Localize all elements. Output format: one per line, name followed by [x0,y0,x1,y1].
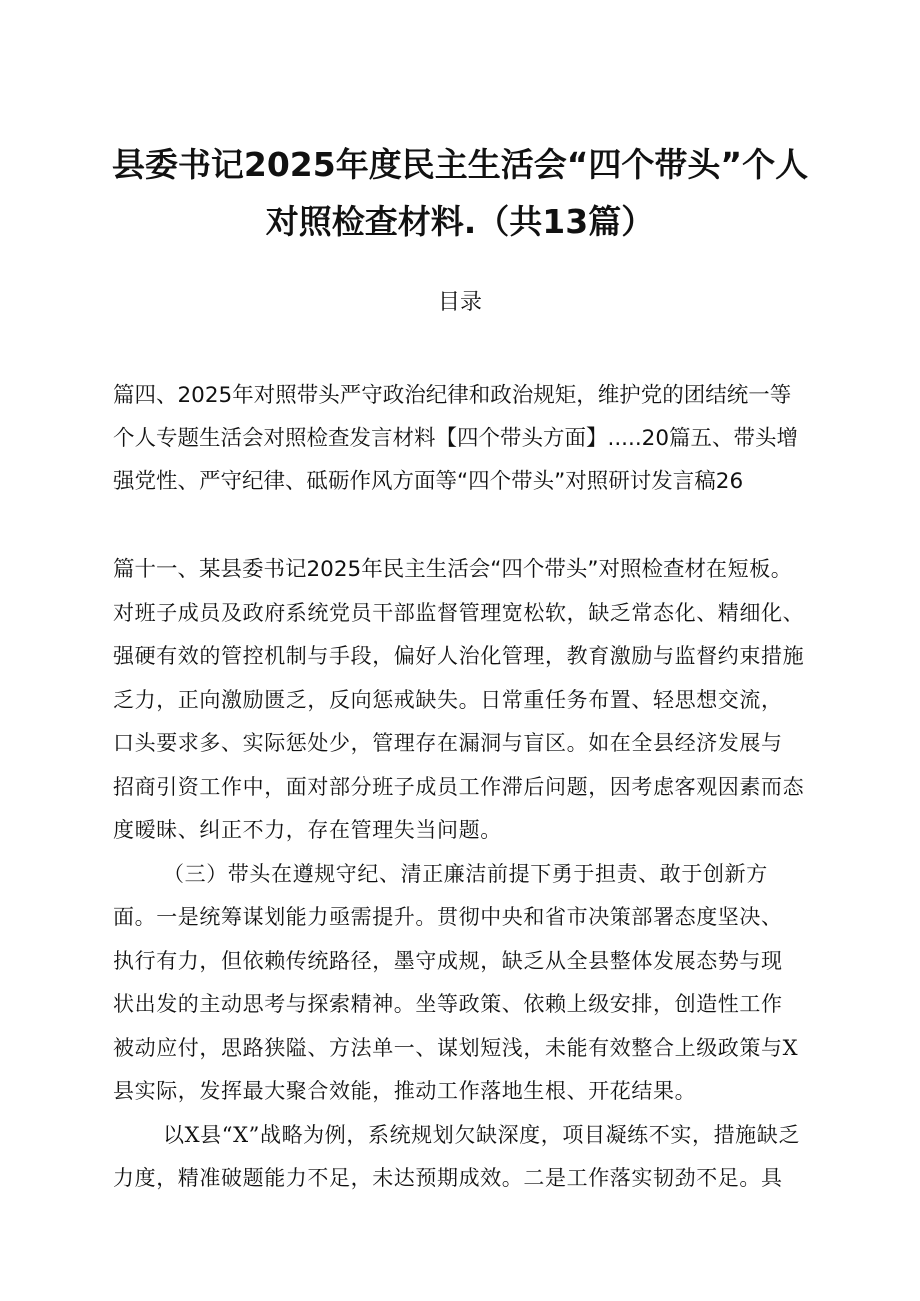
body-line: 口头要求多、实际惩处少，管理存在漏洞与盲区。如在全县经济发展与 [113,731,783,755]
toc-entry-text: 篇十一、某县委书记2025年民主生活会“四个带头”对照检查材 [113,557,706,582]
body-paragraph-start: 以X县“X”战略为例，系统规划欠缺深度，项目凝练不实，措施缺乏 [163,1123,800,1147]
toc-entry-with-body-start [113,554,792,586]
body-line: 力度，精准破题能力不足，未达预期成效。二是工作落实韧劲不足。具 [113,1166,783,1190]
toc-line: 篇四、2025年对照带头严守政治纪律和政治规矩，维护党的团结统一等 [113,383,792,408]
body-line: 状出发的主动思考与探索精神。坐等政策、依赖上级安排，创造性工作 [113,992,783,1016]
body-line: 被动应付，思路狭隘、方法单一、谋划短浅，未能有效整合上级政策与X [113,1036,799,1060]
body-line: 招商引资工作中，面对部分班子成员工作滞后问题，因考虑客观因素而态 [113,775,805,799]
body-line: 面。一是统筹谋划能力亟需提升。贯彻中央和省市决策部署态度坚决、 [113,905,783,929]
toc-line: 强党性、严守纪律、砥砺作风方面等“四个带头”对照研讨发言稿26 [113,469,744,494]
document-title-line-1: 县委书记2025年度民主生活会“四个带头”个人 [111,145,809,184]
body-line: 度暧昧、纠正不力，存在管理失当问题。 [113,818,502,842]
document-title-line-2: 对照检查材料.（共13篇） [265,202,655,241]
body-line: 执行有力，但依赖传统路径，墨守成规，缺乏从全县整体发展态势与现 [113,949,783,973]
body-text-fragment: 在短板。 [706,557,793,581]
body-paragraph-start: （三）带头在遵规守纪、清正廉洁前提下勇于担责、敢于创新方 [163,862,768,886]
toc-line: 个人专题生活会对照检查发言材料【四个带头方面】.....20篇五、带头增 [113,426,799,451]
toc-heading: 目录 [437,290,482,315]
body-line: 强硬有效的管控机制与手段，偏好人治化管理，教育激励与监督约束措施 [113,644,805,668]
body-line: 县实际，发挥最大聚合效能，推动工作落地生根、开花结果。 [113,1079,697,1103]
body-line: 乏力，正向激励匮乏，反向惩戒缺失。日常重任务布置、轻思想交流， [113,688,783,712]
body-line: 对班子成员及政府系统党员干部监督管理宽松软，缺乏常态化、精细化、 [113,601,805,625]
